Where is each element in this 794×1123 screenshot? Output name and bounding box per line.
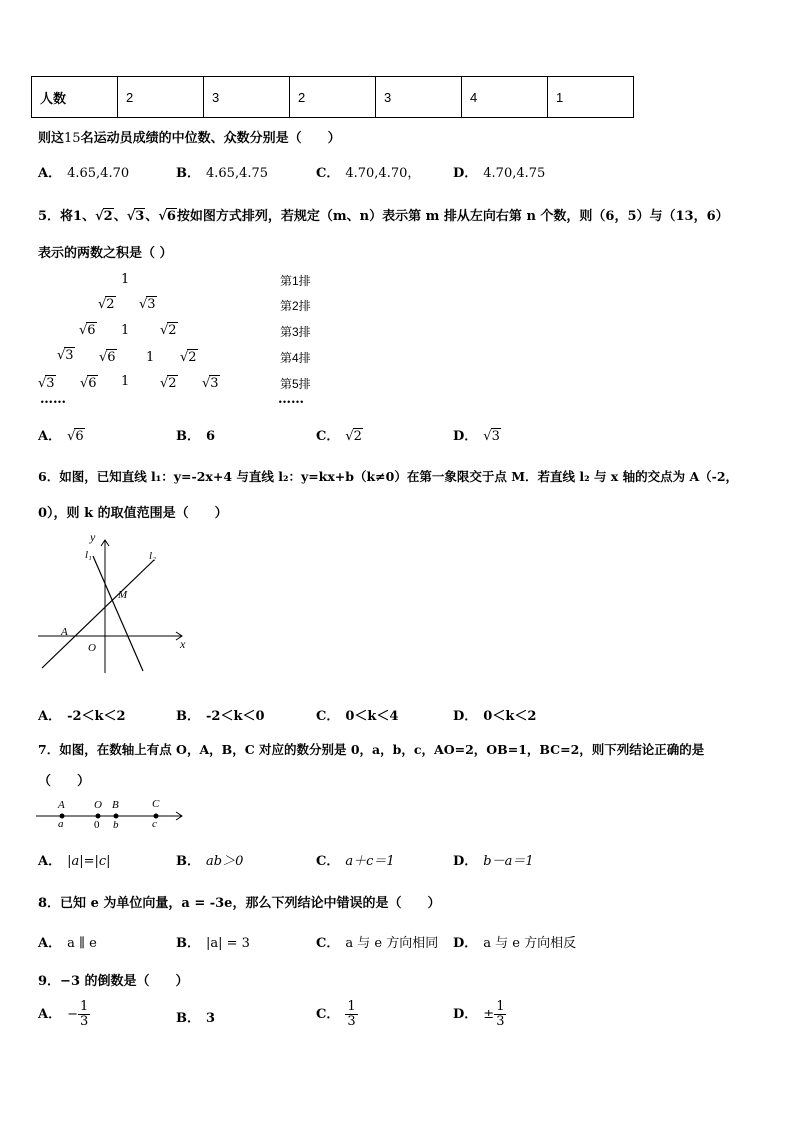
- option-text: ab＞0: [206, 854, 244, 869]
- label-B: B: [112, 799, 119, 811]
- q5-stem: [38, 205, 729, 224]
- q5-stem-part: 、: [113, 209, 127, 224]
- radicand: 2: [168, 323, 177, 338]
- q4-option-c[interactable]: [316, 162, 420, 181]
- option-text: 0＜k＜4: [345, 709, 399, 724]
- option-label: B．: [176, 166, 200, 181]
- q5-option-b[interactable]: [176, 425, 215, 444]
- tri-sqrt: √6: [99, 350, 116, 365]
- option-text: 4.70,4.70，: [345, 166, 421, 181]
- table-cell: 2: [290, 77, 376, 118]
- tri-one: 1: [121, 272, 130, 287]
- tri-sqrt: √6: [80, 376, 97, 391]
- option-text: 4.65,4.75: [206, 166, 269, 181]
- l2-label: l₂: [149, 550, 156, 562]
- radicand: 3: [65, 348, 74, 363]
- radicand: 6: [166, 209, 176, 224]
- option-label: C．: [316, 709, 340, 724]
- radicand: 6: [107, 350, 116, 365]
- fraction: [345, 1000, 357, 1029]
- option-label: A．: [38, 1007, 62, 1022]
- sqrt: √2: [95, 209, 113, 224]
- option-text: -2＜k＜0: [206, 709, 265, 724]
- sqrt: √3: [126, 209, 145, 224]
- radicand: 3: [147, 297, 156, 312]
- q6-graph: [30, 528, 200, 678]
- row-dots: ……: [278, 392, 304, 407]
- option-text: a ∥ e: [67, 936, 97, 951]
- option-text: b－a＝1: [483, 854, 534, 869]
- option-text: 0＜k＜2: [483, 709, 537, 724]
- option-label: D．: [453, 709, 478, 724]
- option-label: A．: [38, 936, 62, 951]
- line-l2: [42, 560, 154, 668]
- score-table: [31, 76, 634, 118]
- q6-stem-line2: 0），则 k 的取值范围是（ ）: [38, 506, 228, 521]
- fraction: [494, 1000, 506, 1029]
- q5-stem-part: 、: [145, 209, 159, 224]
- row-label: 第5排: [280, 377, 311, 391]
- option-prefix: −: [67, 1007, 78, 1022]
- q7-option-a[interactable]: [38, 850, 111, 869]
- q8-option-c[interactable]: [316, 932, 438, 951]
- table-header-cell: 人数: [32, 77, 118, 118]
- point-b: [114, 814, 119, 819]
- numerator: 1: [347, 999, 356, 1014]
- option-text: 3: [206, 1011, 216, 1026]
- q8-stem: 8．已知 e 为单位向量，a = -3e，那么下列结论中错误的是（ ）: [38, 896, 441, 911]
- option-label: A．: [38, 429, 62, 444]
- fraction: [78, 1000, 90, 1029]
- radicand: 3: [491, 429, 500, 444]
- row-label: 第4排: [280, 351, 311, 365]
- q8-option-a[interactable]: [38, 932, 97, 951]
- q6-option-c[interactable]: [316, 705, 398, 724]
- radicand: 2: [188, 350, 197, 365]
- option-label: A．: [38, 166, 62, 181]
- q4-option-a[interactable]: [38, 162, 129, 181]
- radicand: 3: [210, 376, 219, 391]
- option-label: D．: [453, 936, 478, 951]
- option-label: C．: [316, 429, 340, 444]
- option-text: -2＜k＜2: [67, 709, 126, 724]
- option-label: A．: [38, 854, 62, 869]
- x-label: x: [180, 637, 186, 651]
- tri-sqrt: √2: [98, 297, 115, 312]
- q9-option-c[interactable]: [316, 1000, 358, 1029]
- denominator: 3: [347, 1014, 356, 1029]
- sqrt: √6: [158, 209, 176, 224]
- option-prefix: ±: [483, 1007, 495, 1022]
- table-row: [32, 77, 634, 118]
- q4-stem-number: 15: [64, 131, 81, 146]
- option-label: B．: [176, 429, 200, 444]
- label-O: O: [94, 799, 102, 811]
- q9-option-a[interactable]: [38, 1000, 90, 1029]
- q7-option-d[interactable]: [453, 850, 534, 869]
- tri-sqrt: √3: [38, 376, 55, 391]
- radicand: 6: [88, 376, 97, 391]
- radicand: 6: [75, 429, 84, 444]
- o-label: O: [88, 642, 96, 654]
- option-label: D．: [453, 166, 478, 181]
- a-label: A: [61, 626, 68, 638]
- option-label: B．: [176, 709, 200, 724]
- q9-option-b[interactable]: [176, 1007, 215, 1026]
- denominator: 3: [496, 1014, 505, 1029]
- numerator: 1: [80, 999, 89, 1014]
- tri-sqrt: √2: [180, 350, 197, 365]
- label-b: b: [113, 819, 119, 831]
- option-label: D．: [453, 429, 478, 444]
- option-label: C．: [316, 1007, 340, 1022]
- radicand: 2: [168, 376, 177, 391]
- radicand: 2: [353, 429, 362, 444]
- tri-sqrt: √2: [160, 376, 177, 391]
- q7-option-c[interactable]: [316, 850, 395, 869]
- q4-option-b[interactable]: [176, 162, 268, 181]
- option-label: A．: [38, 709, 62, 724]
- label-C: C: [152, 798, 160, 810]
- q6-option-d[interactable]: [453, 705, 536, 724]
- option-label: B．: [176, 936, 200, 951]
- q7-stem-line2: （ ）: [38, 774, 91, 789]
- table-cell: 3: [204, 77, 290, 118]
- q5-stem-part: 按如图方式排列，若规定（m、n）表示第 m 排从左向右第 n 个数，则（6，5）与（13，6）: [176, 209, 729, 224]
- q9-option-d[interactable]: [453, 1000, 506, 1029]
- table-cell: 2: [118, 77, 204, 118]
- option-label: B．: [176, 1011, 200, 1026]
- label-a: a: [58, 818, 64, 830]
- q5-stem-part: 5．将1、: [38, 209, 96, 224]
- q8-option-b[interactable]: [176, 932, 250, 951]
- label-zero: 0: [94, 819, 100, 831]
- point-o: [96, 814, 101, 819]
- table-cell: 3: [376, 77, 462, 118]
- tri-one: 1: [121, 374, 130, 389]
- q8-option-d[interactable]: [453, 932, 576, 951]
- label-c: c: [152, 818, 157, 830]
- q7-option-b[interactable]: [176, 850, 243, 869]
- q5-stem-line2: 表示的两数之积是（ ）: [38, 246, 173, 261]
- option-label: D．: [453, 1007, 478, 1022]
- q4-option-d[interactable]: [453, 162, 545, 181]
- radicand: 2: [103, 209, 113, 224]
- tri-sqrt: √3: [57, 348, 74, 363]
- option-text: 4.65,4.70: [67, 166, 130, 181]
- q4-stem-part: 则这: [38, 131, 65, 146]
- q5-option-a[interactable]: A． √6: [38, 429, 84, 444]
- row-label: 第3排: [280, 325, 311, 339]
- m-label: M: [118, 589, 128, 601]
- option-text: a＋c＝1: [345, 854, 395, 869]
- option-label: B．: [176, 854, 200, 869]
- option-label: C．: [316, 936, 340, 951]
- tri-sqrt: √3: [139, 297, 156, 312]
- tri-dots: ……: [40, 392, 66, 407]
- option-text: 4.70,4.75: [483, 166, 546, 181]
- option-text: |a| = 3: [206, 936, 250, 951]
- tri-one: 1: [121, 323, 130, 338]
- option-label: C．: [316, 854, 340, 869]
- tri-one: 1: [146, 350, 155, 365]
- denominator: 3: [80, 1014, 89, 1029]
- tri-sqrt: √2: [160, 323, 177, 338]
- tri-sqrt: √6: [79, 323, 96, 338]
- q5-option-c[interactable]: C． √2: [316, 429, 362, 444]
- option-text: a 与 e 方向相同: [345, 936, 439, 951]
- radicand: 3: [135, 209, 145, 224]
- q5-option-d[interactable]: D． √3: [453, 429, 500, 444]
- q7-stem-line1: 7．如图，在数轴上有点 O，A，B，C 对应的数分别是 0，a，b，c，AO=2，OB=1，BC=2，则下列结论正确的是: [38, 742, 705, 757]
- line-l1: [93, 556, 143, 671]
- tri-sqrt: √3: [202, 376, 219, 391]
- q4-stem: [38, 127, 341, 146]
- radicand: 3: [46, 376, 55, 391]
- q7-number-line: [34, 796, 194, 832]
- radicand: 6: [87, 323, 96, 338]
- option-text: |a|=|c|: [67, 854, 111, 869]
- q6-option-a[interactable]: [38, 705, 126, 724]
- table-cell: 1: [548, 77, 634, 118]
- radicand: 2: [106, 297, 115, 312]
- numerator: 1: [496, 999, 505, 1014]
- y-label: y: [90, 530, 96, 544]
- l1-label: l₁: [85, 549, 92, 561]
- option-label: D．: [453, 854, 478, 869]
- q6-option-b[interactable]: [176, 705, 265, 724]
- row-label: 第1排: [280, 274, 311, 288]
- row-label: 第2排: [280, 299, 311, 313]
- option-text: a 与 e 方向相反: [483, 936, 577, 951]
- label-A: A: [58, 799, 65, 811]
- table-cell: 4: [462, 77, 548, 118]
- option-label: C．: [316, 166, 340, 181]
- q9-stem: 9．−3 的倒数是（ ）: [38, 974, 189, 989]
- option-text: 6: [206, 429, 216, 444]
- q4-stem-part: 名运动员成绩的中位数、众数分别是（ ）: [80, 131, 341, 146]
- q6-stem-line1: 6．如图，已知直线 l₁：y=-2x+4 与直线 l₂：y=kx+b（k≠0）在第一象限交于点 M．若直线 l₂ 与 x 轴的交点为 A（-2，: [38, 469, 739, 484]
